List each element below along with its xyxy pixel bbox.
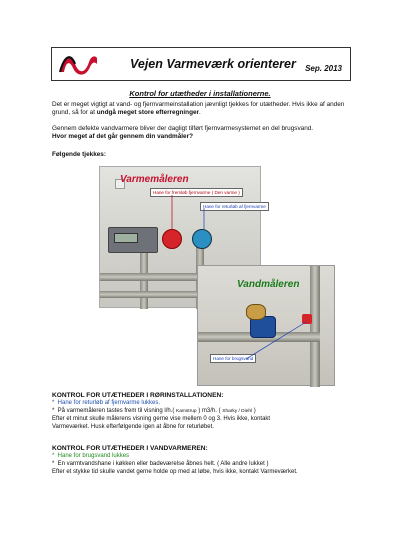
intro-paragraph-2 bbox=[52, 125, 352, 142]
intro-paragraph-3: Følgende tjekkes: bbox=[52, 151, 106, 158]
callout-brugsvand: Hane for brugsvand bbox=[210, 354, 256, 363]
vandmaaler-photo bbox=[197, 265, 335, 386]
intro-p1-bold: undgå meget store efterregninger bbox=[96, 109, 200, 117]
vejen-varmevaerk-logo-icon bbox=[57, 52, 99, 77]
callout-fremloeb: Hane for fremløb fjernvarme ( Den varme ) bbox=[150, 188, 243, 197]
vvarmer-line-3: Efter et stykke tid skulle vandet gerne holde op med at løbe, hvis ikke, kontakt Varmeværket. bbox=[52, 469, 298, 475]
vvarmer-line-1: * Hane for brugsvand lukkes bbox=[52, 453, 130, 459]
roer-l2d: Sharky / Diehl bbox=[222, 409, 253, 414]
roer-l2e: ) bbox=[252, 408, 256, 414]
vvarmer-l1: Hane for brugsvand lukkes bbox=[57, 453, 130, 459]
header-box bbox=[51, 47, 351, 81]
roer-line-4: Varmeværket. Husk efterfølgende igen at åbne for returløbet. bbox=[52, 424, 214, 430]
header-title: Vejen Varmeværk orienterer bbox=[130, 57, 296, 71]
intro-p1-text: Det er meget vigtigt at vand- og fjernvarmeinstallation jævnligt tjekkes for utætheder. Hvis ikke af anden grund, så for at bbox=[52, 101, 345, 117]
intro-p2-question: Hvor meget af det går gennem din vandmåler? bbox=[52, 133, 193, 141]
intro-p1-end: . bbox=[199, 109, 201, 117]
intro-paragraph-1 bbox=[52, 101, 352, 118]
vvarmer-heading: KONTROL FOR UTÆTHEDER I VANDVARMEREN: bbox=[52, 445, 208, 452]
callout-returloeb: Hane for returløb af fjernvarme bbox=[200, 202, 269, 211]
roer-l2a: På varmemåleren tastes frem til visning l/h.( bbox=[57, 408, 177, 414]
roer-line-2: * På varmemåleren tastes frem til visning l/h.( Kamstrup ) m3/h. ( Sharky / Diehl ) bbox=[52, 408, 256, 414]
roer-l2c: ) m3/h. ( bbox=[196, 408, 223, 414]
vandmaaler-label: Vandmåleren bbox=[237, 279, 300, 290]
vvarmer-l2: En varmtvandshane i køkken eller badeværelse åbnes helt. ( Alle andre lukket ) bbox=[57, 461, 269, 467]
roer-l2b: Kamstrup bbox=[176, 409, 197, 414]
section-title: Kontrol for utætheder i installationerne. bbox=[129, 89, 271, 98]
header-date: Sep. 2013 bbox=[305, 64, 342, 73]
roer-heading: KONTROL FOR UTÆTHEDER I RØRINSTALLATIONEN: bbox=[52, 392, 224, 399]
roer-line-1: * Hane for returløb af fjernvarme lukkes. bbox=[52, 400, 161, 406]
intro-p2-text: Gennem defekte vandvarmere bliver der dagligt tilført fjernvarmesystemet en del brugsvand. bbox=[52, 125, 314, 132]
roer-l1: Hane for returløb af fjernvarme lukkes. bbox=[57, 400, 161, 406]
photo-area bbox=[99, 166, 335, 386]
vvarmer-line-2: * En varmtvandshane i køkken eller badeværelse åbnes helt. ( Alle andre lukket ) bbox=[52, 461, 269, 467]
roer-line-3: Efter et minut skulle målerens visning gerne vise mellem 0 og 3. Hvis ikke, kontakt bbox=[52, 416, 271, 422]
varmemaaler-label: Varmemåleren bbox=[120, 174, 189, 185]
